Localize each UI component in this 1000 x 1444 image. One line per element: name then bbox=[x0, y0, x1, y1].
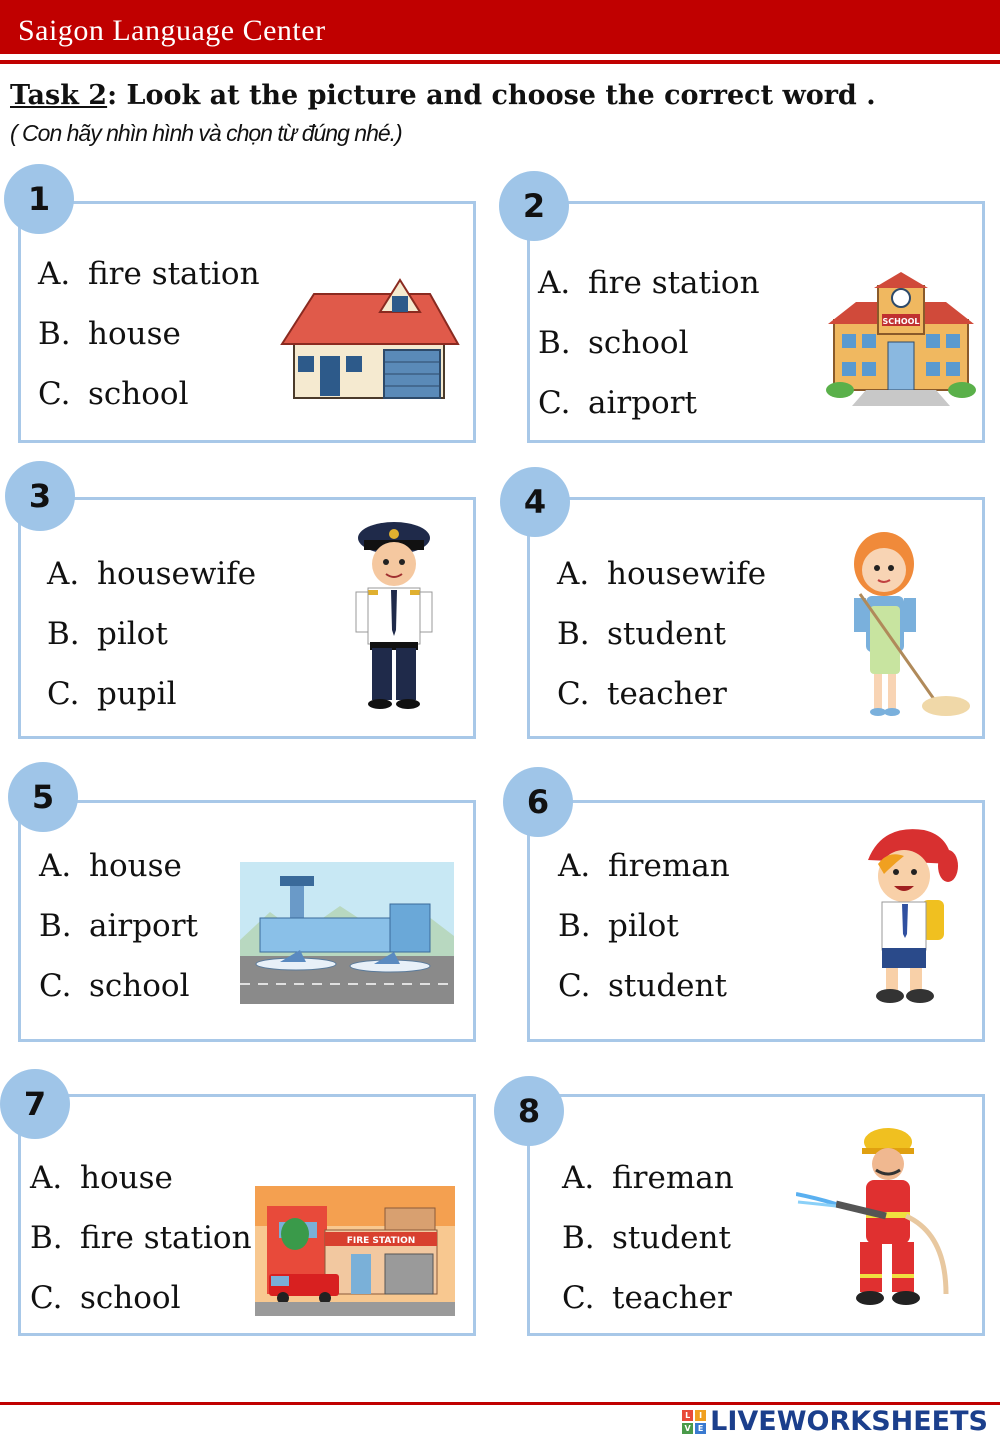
question-number-badge: 6 bbox=[503, 767, 573, 837]
option-b[interactable]: B. airport bbox=[39, 908, 198, 944]
school-sign: SCHOOL bbox=[882, 317, 920, 326]
option-text: pilot bbox=[97, 616, 168, 652]
option-text: student bbox=[607, 616, 726, 652]
question-number-badge: 1 bbox=[4, 164, 74, 234]
fire-station-sign: FIRE STATION bbox=[346, 1236, 416, 1246]
option-b[interactable]: B. pilot bbox=[47, 616, 168, 652]
house-picture bbox=[280, 272, 460, 402]
option-a[interactable]: A. housewife bbox=[47, 556, 257, 592]
fire-station-picture bbox=[255, 1186, 455, 1316]
option-text: student bbox=[612, 1220, 731, 1256]
option-b[interactable]: B. fire station bbox=[30, 1220, 252, 1256]
option-c[interactable]: C. school bbox=[39, 968, 190, 1004]
option-text: school bbox=[88, 376, 189, 412]
option-text: fire station bbox=[80, 1220, 252, 1256]
task-instruction: : Look at the picture and choose the correct word . bbox=[107, 80, 876, 111]
header-divider bbox=[0, 60, 1000, 64]
option-a[interactable]: A. fire station bbox=[38, 256, 260, 292]
liveworksheets-brand: LIVEWORKSHEETS bbox=[710, 1406, 988, 1437]
option-text: airport bbox=[588, 385, 697, 421]
option-a[interactable]: A. fire station bbox=[538, 265, 760, 301]
option-text: fireman bbox=[608, 848, 730, 884]
airport-picture bbox=[240, 862, 454, 1004]
student-picture bbox=[858, 824, 962, 1008]
question-number-badge: 3 bbox=[5, 461, 75, 531]
option-text: school bbox=[80, 1280, 181, 1316]
option-text: pilot bbox=[608, 908, 679, 944]
option-text: house bbox=[89, 848, 182, 884]
school-picture bbox=[826, 272, 976, 408]
option-text: house bbox=[88, 316, 181, 352]
option-text: pupil bbox=[97, 676, 177, 712]
option-c[interactable]: C. pupil bbox=[47, 676, 177, 712]
option-text: fire station bbox=[88, 256, 260, 292]
question-number-badge: 7 bbox=[0, 1069, 70, 1139]
option-a[interactable]: A. fireman bbox=[562, 1160, 734, 1196]
option-c[interactable]: C. school bbox=[38, 376, 189, 412]
option-text: housewife bbox=[607, 556, 767, 592]
housewife-picture bbox=[846, 530, 972, 720]
header-bar bbox=[0, 0, 1000, 54]
question-number-badge: 8 bbox=[494, 1076, 564, 1146]
option-text: school bbox=[89, 968, 190, 1004]
question-number-badge: 2 bbox=[499, 171, 569, 241]
option-c[interactable]: C. student bbox=[558, 968, 727, 1004]
option-text: fireman bbox=[612, 1160, 734, 1196]
option-a[interactable]: A. house bbox=[30, 1160, 173, 1196]
option-c[interactable]: C. teacher bbox=[562, 1280, 732, 1316]
option-text: house bbox=[80, 1160, 173, 1196]
question-number-badge: 5 bbox=[8, 762, 78, 832]
option-a[interactable]: A. house bbox=[39, 848, 182, 884]
option-text: teacher bbox=[607, 676, 727, 712]
question-number-badge: 4 bbox=[500, 467, 570, 537]
option-a[interactable]: A. fireman bbox=[558, 848, 730, 884]
task-subtitle: ( Con hãy nhìn hình và chọn từ đúng nhé.) bbox=[10, 120, 402, 146]
option-b[interactable]: B. school bbox=[538, 325, 689, 361]
option-text: teacher bbox=[612, 1280, 732, 1316]
task-heading bbox=[10, 80, 876, 111]
pilot-picture bbox=[350, 518, 438, 710]
option-b[interactable]: B. student bbox=[557, 616, 726, 652]
option-b[interactable]: B. student bbox=[562, 1220, 731, 1256]
option-text: student bbox=[608, 968, 727, 1004]
option-c[interactable]: C. teacher bbox=[557, 676, 727, 712]
task-label: Task 2 bbox=[10, 80, 108, 111]
footer-divider bbox=[0, 1402, 1000, 1405]
option-b[interactable]: B. pilot bbox=[558, 908, 679, 944]
option-text: housewife bbox=[97, 556, 257, 592]
option-a[interactable]: A. housewife bbox=[557, 556, 767, 592]
option-text: fire station bbox=[588, 265, 760, 301]
option-b[interactable]: B. house bbox=[38, 316, 181, 352]
liveworksheets-logo[interactable] bbox=[682, 1406, 988, 1437]
option-text: school bbox=[588, 325, 689, 361]
option-text: airport bbox=[89, 908, 198, 944]
option-c[interactable]: C. school bbox=[30, 1280, 181, 1316]
liveworksheets-logo-icon: L I V E bbox=[682, 1410, 706, 1434]
header-title: Saigon Language Center bbox=[18, 14, 326, 47]
option-c[interactable]: C. airport bbox=[538, 385, 697, 421]
fireman-picture bbox=[796, 1124, 956, 1308]
